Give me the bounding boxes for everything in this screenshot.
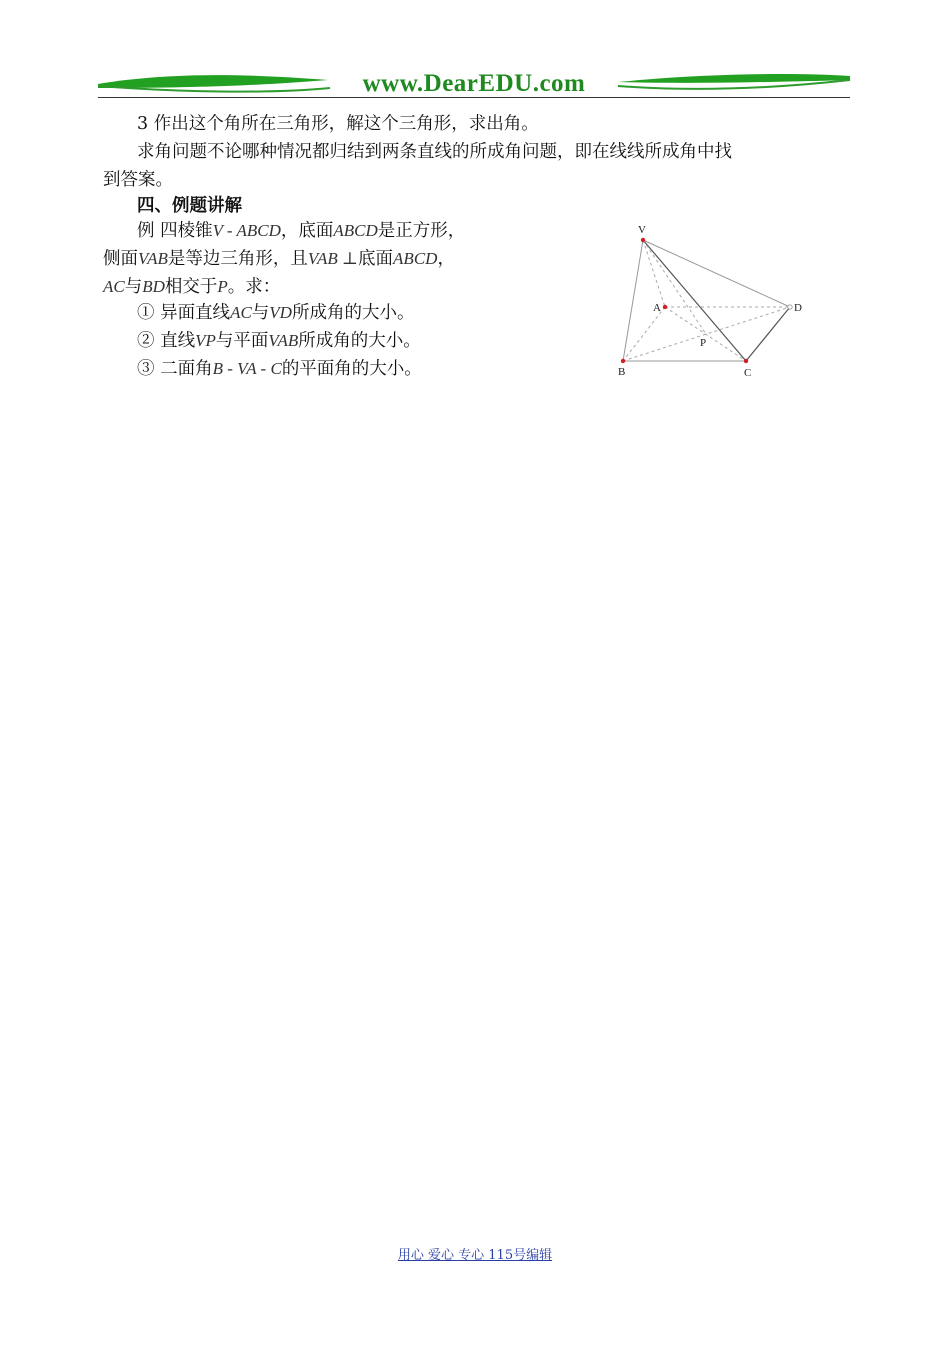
example-text: 。求： (227, 277, 281, 297)
pyramid-figure (600, 218, 820, 388)
question-3 (137, 355, 422, 383)
math-base: ABCD (333, 221, 378, 240)
math-perpendicular: VAB ⊥ (307, 249, 359, 268)
edge-vd (643, 240, 790, 307)
example-line-2 (103, 245, 455, 273)
question-text: 与平面 (215, 331, 269, 351)
math-p: P (217, 277, 228, 296)
question-text: ③ 二面角 (137, 359, 213, 379)
math-face: VAB (138, 249, 168, 268)
vertex-v (641, 238, 645, 242)
example-text: 是等边三角形，且 (167, 249, 308, 269)
question-text: ② 直线 (137, 331, 196, 351)
label-v: V (638, 224, 646, 236)
math-base: ABCD (393, 249, 438, 268)
example-text: ，底面 (280, 221, 334, 241)
math-ac: AC (103, 277, 125, 296)
edge-ab (623, 307, 665, 361)
question-text: 与 (251, 303, 270, 323)
example-text: 相交于 (164, 277, 218, 297)
math-vd: VD (269, 303, 292, 322)
label-b: B (618, 366, 626, 378)
vertex-b (621, 359, 625, 363)
example-line-1 (137, 217, 465, 245)
vertex-d (788, 305, 792, 309)
math-bd: BD (142, 277, 165, 296)
section-title: 四、例题讲解 (137, 196, 242, 216)
site-logo-text: www.DearEDU.com (362, 70, 586, 97)
edge-va (643, 240, 665, 307)
summary-line-1: 求角问题不论哪种情况都归结到两条直线的所成角问题，即在线线所成角中找 (137, 142, 732, 162)
site-header-banner (98, 66, 850, 100)
example-text: 底面 (358, 249, 394, 269)
math-ac: AC (230, 303, 252, 322)
example-prefix: 例 四棱锥 (137, 221, 213, 241)
label-c: C (744, 367, 752, 379)
example-line-3 (103, 273, 280, 301)
math-dihedral: B - VA - C (212, 359, 282, 378)
example-text: 是正方形， (377, 221, 466, 241)
question-1 (137, 299, 414, 327)
example-text: 与 (124, 277, 143, 297)
question-text: 所成角的大小。 (298, 331, 421, 351)
label-a: A (653, 302, 661, 314)
example-text: 侧面 (103, 249, 138, 269)
label-p: P (700, 337, 707, 349)
header-rule (98, 97, 850, 98)
math-vab: VAB (268, 331, 299, 350)
math-vp: VP (195, 331, 216, 350)
example-text: ， (437, 249, 455, 269)
question-2 (137, 327, 421, 355)
question-text: ① 异面直线 (137, 303, 231, 323)
hidden-edges (623, 240, 790, 361)
footer-link[interactable]: 用心 爱心 专心 115号编辑 (397, 1248, 553, 1263)
vertex-a (663, 305, 667, 309)
label-d: D (794, 302, 802, 314)
math-pyramid: V - ABCD (212, 221, 281, 240)
question-text: 的平面角的大小。 (281, 359, 422, 379)
question-text: 所成角的大小。 (291, 303, 415, 323)
edge-vc (643, 240, 746, 361)
edge-cd (746, 307, 790, 361)
edge-vb (623, 240, 643, 361)
step-3-text: 3 作出这个角所在三角形，解这个三角形，求出角。 (137, 114, 539, 134)
vertex-c (744, 359, 748, 363)
summary-line-2: 到答案。 (103, 170, 173, 190)
